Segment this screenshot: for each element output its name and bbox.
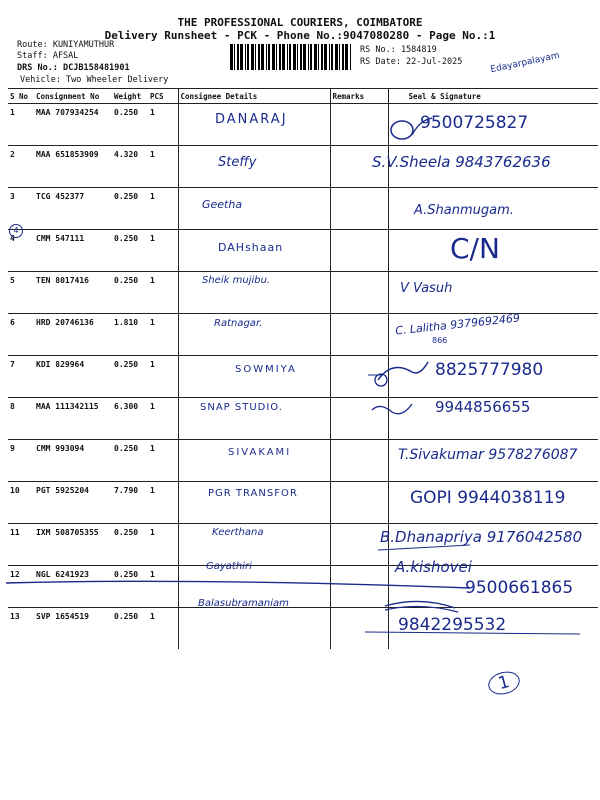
cell-pcs: 1 <box>148 104 178 146</box>
barcode-bar <box>339 44 340 70</box>
cell-weight: 0.250 <box>112 272 148 314</box>
barcode-bar <box>287 44 288 70</box>
cell-consignment: NGL 6241923 <box>34 566 112 608</box>
barcode-bar <box>314 44 317 70</box>
cell-remarks <box>330 566 388 608</box>
barcode-bar <box>289 44 291 70</box>
barcode-bar <box>272 44 275 70</box>
col-seal: Seal & Signature <box>388 89 598 104</box>
barcode-bar <box>261 44 264 70</box>
hw-consignee: Ratnagar. <box>214 318 263 329</box>
cell-consignment: CMM 547111 <box>34 230 112 272</box>
table-row <box>8 608 598 650</box>
table-row <box>8 272 598 314</box>
barcode-bar <box>282 44 285 70</box>
cell-sno: 7 <box>8 356 34 398</box>
cell-remarks <box>330 398 388 440</box>
cell-consignee <box>178 356 330 398</box>
cell-weight: 0.250 <box>112 104 148 146</box>
col-weight: Weight <box>112 89 148 104</box>
cell-pcs: 1 <box>148 566 178 608</box>
hw-signature: T.Sivakumar 9578276087 <box>398 447 578 463</box>
cell-consignment: HRD 20746136 <box>34 314 112 356</box>
barcode-bar <box>321 44 323 70</box>
cell-sno: 4 <box>8 230 34 272</box>
cell-consignment: IXM 508705355 <box>34 524 112 566</box>
barcode-bar <box>329 44 330 70</box>
cell-pcs: 1 <box>148 146 178 188</box>
cell-weight: 0.250 <box>112 524 148 566</box>
cell-weight: 0.250 <box>112 230 148 272</box>
barcode-bar <box>279 44 281 70</box>
hw-signature: 8825777980 <box>435 360 544 380</box>
cell-weight: 7.790 <box>112 482 148 524</box>
cell-sno: 11 <box>8 524 34 566</box>
cell-pcs: 1 <box>148 188 178 230</box>
cell-weight: 0.250 <box>112 440 148 482</box>
cell-remarks <box>330 608 388 650</box>
hw-signature: 9842295532 <box>398 615 507 635</box>
barcode-bar <box>234 44 235 70</box>
cell-consignment: MAA 111342115 <box>34 398 112 440</box>
barcode-bar <box>331 44 333 70</box>
barcode-bar <box>350 44 351 70</box>
barcode-bar <box>308 44 309 70</box>
table-header-row <box>8 89 598 104</box>
cell-pcs: 1 <box>148 398 178 440</box>
barcode-bar <box>324 44 327 70</box>
barcode-bar <box>247 44 249 70</box>
page-mark: 1 <box>486 668 523 698</box>
cell-consignee <box>178 440 330 482</box>
hw-consignee: Balasubramaniam <box>198 598 289 609</box>
hw-consignee: SOWMIYA <box>235 364 297 375</box>
cell-pcs: 1 <box>148 356 178 398</box>
cell-pcs: 1 <box>148 272 178 314</box>
hw-signature: A.kishovei <box>395 558 472 576</box>
col-pcs: PCS <box>148 89 178 104</box>
barcode-bar <box>230 44 233 70</box>
cell-consignment: MAA 651853909 <box>34 146 112 188</box>
hw-consignee: Sheik mujibu. <box>202 275 271 286</box>
barcode-bar <box>297 44 298 70</box>
cell-sno: 5 <box>8 272 34 314</box>
barcode-bar <box>258 44 260 70</box>
hw-signature: A.Shanmugam. <box>414 203 514 218</box>
cell-remarks <box>330 314 388 356</box>
cell-sno: 3 <box>8 188 34 230</box>
cell-weight: 0.250 <box>114 612 139 621</box>
cell-sno: 10 <box>8 482 34 524</box>
cell-pcs: 1 <box>150 612 155 621</box>
barcode-bar <box>266 44 267 70</box>
hw-signature: B.Dhanapriya 9176042580 <box>380 528 583 546</box>
cell-remarks <box>330 230 388 272</box>
drs-number: DRS No.: DCJB158481901 <box>17 63 130 73</box>
col-consignee: Consignee Details <box>178 89 330 104</box>
cell-sno: 8 <box>8 398 34 440</box>
cell-sno: 6 <box>8 314 34 356</box>
rs-date: RS Date: 22-Jul-2025 <box>360 57 463 67</box>
cell-remarks <box>330 188 388 230</box>
cell-weight: 0.250 <box>112 356 148 398</box>
cell-sno: 1 <box>8 104 34 146</box>
barcode-bar <box>318 44 319 70</box>
barcode-bar <box>342 44 344 70</box>
hw-consignee: SNAP STUDIO. <box>200 402 283 413</box>
runsheet-subtitle: Delivery Runsheet - PCK - Phone No.:9047080280 - Page No.:1 <box>104 29 496 42</box>
hw-signature-extra: 866 <box>432 336 448 345</box>
hw-signature: C. Lalitha 9379692469 <box>394 311 521 338</box>
hw-signature: 9500725827 <box>420 113 529 133</box>
barcode <box>230 44 354 70</box>
company-title: THE PROFESSIONAL COURIERS, COIMBATORE <box>177 16 423 29</box>
cell-pcs: 1 <box>148 230 178 272</box>
cell-pcs: 1 <box>148 440 178 482</box>
barcode-bar <box>268 44 270 70</box>
hw-consignee: DANARAJ <box>215 112 288 127</box>
cell-consignee <box>178 188 330 230</box>
hw-signature: GOPI 9944038119 <box>410 488 566 508</box>
hw-consignee: Gayathiri <box>206 561 252 572</box>
cell-consignment: SVP 1654519 <box>36 612 89 621</box>
hw-consignee: PGR TRANSFOR <box>208 488 298 499</box>
table-row <box>8 230 598 272</box>
cell-consignee <box>178 608 330 650</box>
barcode-bar <box>335 44 338 70</box>
cell-sno: 13 <box>10 612 20 621</box>
vehicle-label: Vehicle: Two Wheeler Delivery <box>20 75 169 85</box>
cell-remarks <box>330 104 388 146</box>
cell-weight: 6.300 <box>112 398 148 440</box>
cell-remarks <box>330 440 388 482</box>
barcode-bar <box>345 44 348 70</box>
row-circle-mark: 4 <box>9 224 23 238</box>
cell-consignment: PGT 5925204 <box>34 482 112 524</box>
barcode-bar <box>237 44 239 70</box>
cell-consignment: KDI 829964 <box>34 356 112 398</box>
cell-pcs: 1 <box>148 314 178 356</box>
hw-signature: C/N <box>450 232 500 265</box>
cell-consignment: TEN 8017416 <box>34 272 112 314</box>
hw-signature: V Vasuh <box>400 281 453 296</box>
barcode-bar <box>276 44 277 70</box>
barcode-bar <box>255 44 256 70</box>
hw-signature: 9944856655 <box>435 398 531 416</box>
cell-consignment: CMM 993094 <box>34 440 112 482</box>
staff-label: Staff: AFSAL <box>17 51 79 61</box>
barcode-bar <box>303 44 306 70</box>
cell-weight: 1.810 <box>112 314 148 356</box>
hw-consignee: Steffy <box>218 155 257 170</box>
handwritten-location: Edayarpalayam <box>489 50 561 76</box>
barcode-bar <box>240 44 243 70</box>
cell-consignment: TCG 452377 <box>34 188 112 230</box>
cell-sno: 12 <box>8 566 34 608</box>
col-remarks: Remarks <box>330 89 388 104</box>
cell-sno: 2 <box>8 146 34 188</box>
hw-consignee: Keerthana <box>212 527 264 538</box>
cell-pcs: 1 <box>148 482 178 524</box>
cell-pcs: 1 <box>148 524 178 566</box>
cell-weight: 0.250 <box>112 566 148 608</box>
cell-weight: 4.320 <box>112 146 148 188</box>
cell-remarks <box>330 482 388 524</box>
cell-remarks <box>330 356 388 398</box>
cell-remarks <box>330 272 388 314</box>
barcode-bar <box>310 44 312 70</box>
hw-consignee: DAHshaan <box>218 241 284 254</box>
rs-number: RS No.: 1584819 <box>360 45 437 55</box>
hw-signature: S.V.Sheela 9843762636 <box>372 153 551 171</box>
route-label: Route: KUNIYAMUTHUR <box>17 40 115 50</box>
barcode-bar <box>293 44 296 70</box>
cell-consignment: MAA 707934254 <box>34 104 112 146</box>
col-consignment: Consignment No <box>34 89 112 104</box>
cell-weight: 0.250 <box>112 188 148 230</box>
cell-sno: 9 <box>8 440 34 482</box>
hw-consignee: Geetha <box>202 198 243 211</box>
hw-signature: 9500661865 <box>465 578 574 598</box>
col-sno: S No <box>8 89 34 104</box>
barcode-bar <box>251 44 254 70</box>
barcode-bar <box>300 44 302 70</box>
hw-consignee: SIVAKAMI <box>228 447 292 458</box>
barcode-bar <box>245 44 246 70</box>
